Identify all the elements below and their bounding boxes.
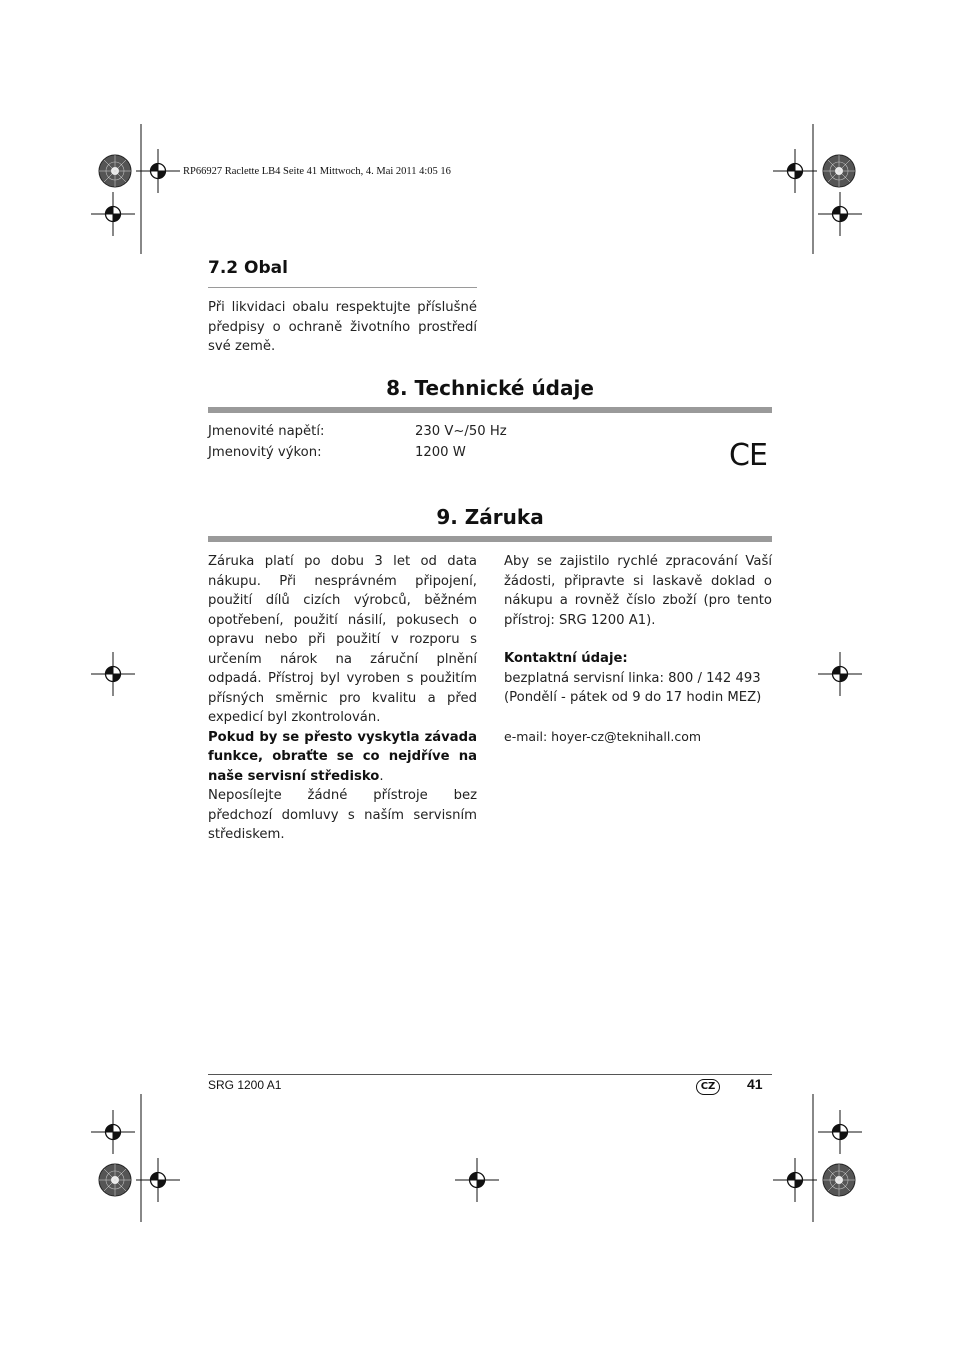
section-7-2-title: 7.2 Obal <box>208 258 288 278</box>
print-header: RP66927 Raclette LB4 Seite 41 Mittwoch, 4. Mai 2011 4:05 16 <box>183 166 451 177</box>
spec-voltage-label: Jmenovité napětí: <box>208 424 325 439</box>
contact-hours: (Pondělí - pátek od 9 do 17 hodin MEZ) <box>504 690 762 705</box>
country-badge: CZ <box>696 1079 720 1095</box>
spec-power-label: Jmenovitý výkon: <box>208 445 322 460</box>
registration-crosshair-icon <box>91 149 862 1202</box>
warranty-request-info: Aby se zajistilo rychlé zpracování Vaší žádosti, připravte si laskavě doklad o nákupu a rovněž číslo zboží (pro tento přístroj: SRG 1200 A1). <box>504 554 772 628</box>
contact-hotline: bezplatná servisní linka: 800 / 142 493 <box>504 670 761 686</box>
spec-voltage-value: 230 V~/50 Hz <box>415 424 507 439</box>
warranty-defect-bold: Pokud by se přesto vyskytla závada funkce, obraťte se co nejdříve na naše servisní středisko <box>208 729 477 784</box>
section-7-2-body: Při likvidaci obalu respektujte příslušné předpisy o ochraně životního prostředí své země. <box>208 300 477 354</box>
section-8-title: 8. Technické údaje <box>386 376 594 400</box>
warranty-no-send: Neposílejte žádné přístroje bez předchozí domluvy s naším servisním střediskem. <box>208 788 477 842</box>
warranty-defect-suffix: . <box>379 768 384 784</box>
ce-mark-icon: CE <box>729 438 767 473</box>
color-wheel-icon <box>99 155 855 1196</box>
contact-heading: Kontaktní údaje: <box>504 651 628 666</box>
contact-email: e-mail: hoyer-cz@teknihall.com <box>504 728 702 744</box>
page-number: 41 <box>747 1076 763 1092</box>
section-9-title: 9. Záruka <box>436 505 544 529</box>
spec-power-value: 1200 W <box>415 445 466 460</box>
warranty-terms: Záruka platí po dobu 3 let od data nákupu. Při nesprávném připojení, použití dílů cizích výrobců, běžném opotřebení, použití násilí, pokusech o opravu nebo při použití v rozporu s určením nárok na záruční plnění odpadá. Přístroj byl vyroben s použitím přísných směrnic pro kvalitu a před expedicí byl zkontrolován. <box>208 554 477 725</box>
footer-model: SRG 1200 A1 <box>208 1078 282 1092</box>
